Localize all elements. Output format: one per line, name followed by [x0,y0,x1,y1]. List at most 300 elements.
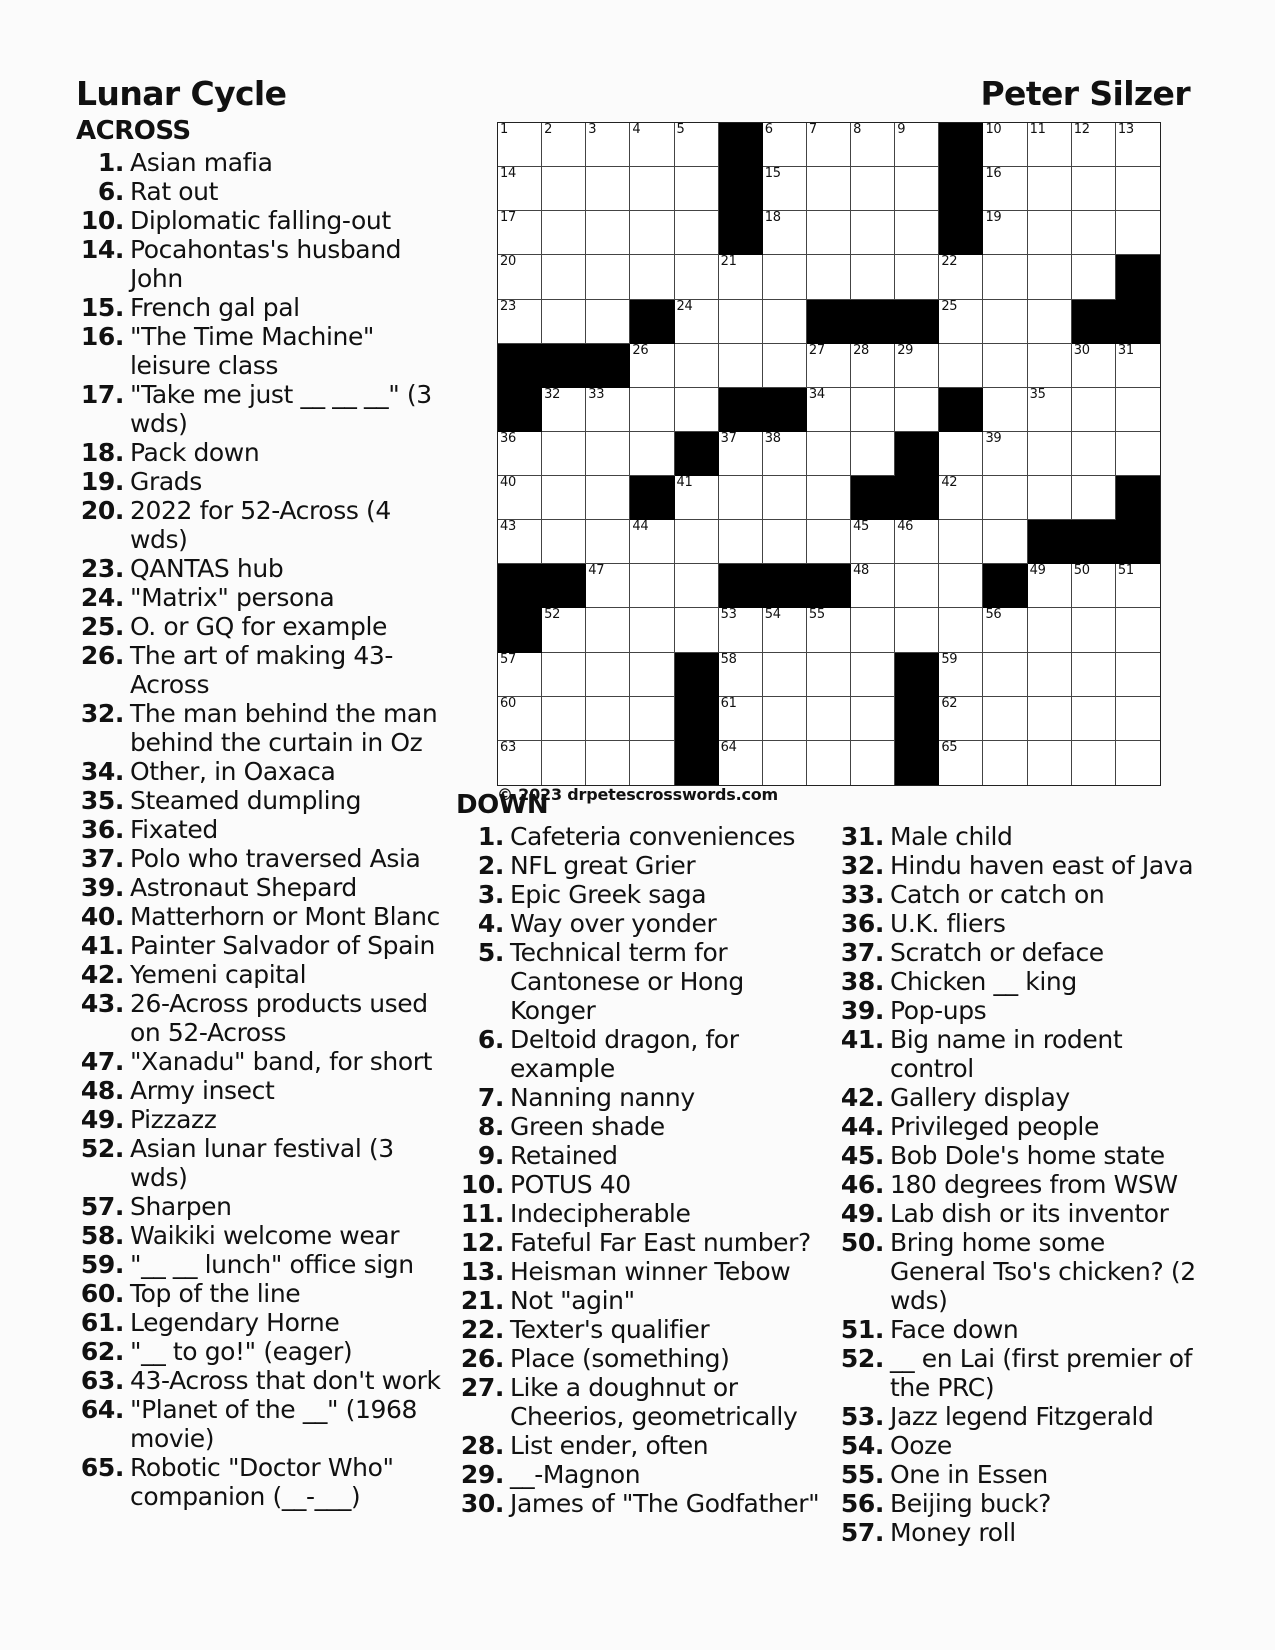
clue-number: 49. [840,1199,884,1228]
grid-cell[interactable] [630,211,674,255]
grid-cell[interactable] [542,697,586,741]
grid-cell[interactable] [1028,211,1072,255]
clue-item[interactable] [76,1308,448,1337]
grid-cell[interactable] [851,255,895,299]
clue-item[interactable] [836,938,1196,967]
grid-cell[interactable] [1072,608,1116,652]
clue-item[interactable] [836,1460,1196,1489]
grid-cell[interactable] [630,697,674,741]
clue-item[interactable] [456,880,826,909]
clue-item[interactable] [76,786,448,815]
grid-cell[interactable] [1072,211,1116,255]
grid-cell[interactable] [763,300,807,344]
grid-cell[interactable] [895,255,939,299]
clue-text: The man behind the man behind the curtain in Oz [130,699,438,757]
grid-cell[interactable] [807,697,851,741]
clue-text: Fixated [130,815,218,844]
grid-cell[interactable] [586,167,630,211]
grid-cell[interactable] [763,653,807,697]
grid-cell[interactable] [542,167,586,211]
grid-cell[interactable] [498,697,542,741]
grid-cell[interactable] [763,211,807,255]
grid-cell[interactable] [1116,167,1160,211]
grid-cell[interactable] [542,608,586,652]
clue-item[interactable] [456,1286,826,1315]
grid-cell[interactable] [498,211,542,255]
grid-cell[interactable] [1072,432,1116,476]
grid-cell[interactable] [498,520,542,564]
clue-item[interactable] [456,1025,826,1083]
clue-item[interactable] [456,1112,826,1141]
clue-text: Ooze [890,1431,952,1460]
clue-item[interactable] [76,1134,448,1192]
grid-cell[interactable] [939,255,983,299]
grid-cell[interactable] [542,123,586,167]
clue-item[interactable] [76,583,448,612]
grid-cell[interactable] [939,564,983,608]
grid-cell[interactable] [983,432,1027,476]
grid-cell[interactable] [586,255,630,299]
grid-cell[interactable] [675,255,719,299]
clue-item[interactable] [456,1083,826,1112]
grid-cell[interactable] [763,608,807,652]
grid-cell[interactable] [498,476,542,520]
clue-item[interactable] [456,1460,826,1489]
clue-item[interactable] [76,467,448,496]
grid-cell[interactable] [983,388,1027,432]
grid-block [586,344,630,388]
clue-item[interactable] [76,1337,448,1366]
grid-cell[interactable] [1028,608,1072,652]
clue-item[interactable] [76,206,448,235]
clue-item[interactable] [456,1373,826,1431]
grid-cell[interactable] [895,564,939,608]
grid-cell[interactable] [763,476,807,520]
grid-cell[interactable] [1028,741,1072,785]
grid-cell[interactable] [675,300,719,344]
grid-cell[interactable] [763,344,807,388]
grid-cell[interactable] [895,211,939,255]
clue-item[interactable] [76,989,448,1047]
grid-cell[interactable] [1072,476,1116,520]
clue-item[interactable] [76,1076,448,1105]
grid-cell[interactable] [719,653,763,697]
grid-cell[interactable] [719,741,763,785]
clue-text: Bring home some General Tso's chicken? (2 wds) [890,1228,1196,1315]
clue-item[interactable] [836,1199,1196,1228]
cell-number: 18 [764,210,781,226]
clue-item[interactable] [76,1047,448,1076]
grid-cell[interactable] [1072,741,1116,785]
grid-cell[interactable] [983,741,1027,785]
grid-cell[interactable] [675,388,719,432]
grid-cell[interactable] [675,564,719,608]
grid-cell[interactable] [675,211,719,255]
grid-block [1072,300,1116,344]
copyright-notice: © 2023 drpetescrosswords.com [497,785,779,804]
cell-number: 42 [941,475,958,491]
clue-item[interactable] [76,757,448,786]
grid-cell[interactable] [1116,697,1160,741]
clue-item[interactable] [836,1344,1196,1402]
cell-number: 30 [1073,342,1090,358]
grid-cell[interactable] [1116,344,1160,388]
clue-number: 23. [80,554,124,583]
clue-item[interactable] [836,967,1196,996]
grid-cell[interactable] [586,697,630,741]
grid-block [939,388,983,432]
clue-item[interactable] [76,960,448,989]
clue-item[interactable] [76,844,448,873]
grid-cell[interactable] [895,608,939,652]
grid-cell[interactable] [763,741,807,785]
grid-cell[interactable] [851,608,895,652]
grid-cell[interactable] [939,608,983,652]
grid-cell[interactable] [895,167,939,211]
grid-cell[interactable] [1028,123,1072,167]
clue-item[interactable] [76,1453,448,1511]
grid-cell[interactable] [1072,344,1116,388]
clue-item[interactable] [836,909,1196,938]
grid-cell[interactable] [630,344,674,388]
clue-number: 43. [80,989,124,1018]
grid-cell[interactable] [807,608,851,652]
clue-item[interactable] [76,699,448,757]
grid-cell[interactable] [498,432,542,476]
grid-cell[interactable] [983,255,1027,299]
grid-cell[interactable] [939,741,983,785]
clue-item[interactable] [836,1489,1196,1518]
grid-cell[interactable] [630,432,674,476]
clue-item[interactable] [456,1228,826,1257]
clue-item[interactable] [76,931,448,960]
grid-cell[interactable] [983,476,1027,520]
grid-cell[interactable] [1072,123,1116,167]
grid-cell[interactable] [983,211,1027,255]
grid-cell[interactable] [498,741,542,785]
grid-cell[interactable] [675,167,719,211]
clue-text: The art of making 43-Across [130,641,394,699]
grid-cell[interactable] [851,432,895,476]
grid-cell[interactable] [807,520,851,564]
grid-cell[interactable] [542,476,586,520]
grid-cell[interactable] [542,388,586,432]
grid-cell[interactable] [586,520,630,564]
grid-cell[interactable] [1116,123,1160,167]
clue-item[interactable] [76,612,448,641]
grid-cell[interactable] [807,344,851,388]
grid-cell[interactable] [586,608,630,652]
grid-cell[interactable] [630,388,674,432]
grid-cell[interactable] [939,520,983,564]
grid-cell[interactable] [542,211,586,255]
clue-item[interactable] [456,822,826,851]
grid-cell[interactable] [983,167,1027,211]
grid-cell[interactable] [807,388,851,432]
clue-item[interactable] [76,1395,448,1453]
clue-item[interactable] [76,496,448,554]
grid-cell[interactable] [1028,388,1072,432]
grid-cell[interactable] [719,608,763,652]
grid-cell[interactable] [939,432,983,476]
clue-text: Jazz legend Fitzgerald [890,1402,1154,1431]
grid-cell[interactable] [939,344,983,388]
grid-cell[interactable] [851,344,895,388]
grid-cell[interactable] [630,653,674,697]
grid-cell[interactable] [586,432,630,476]
cell-number: 21 [720,254,737,270]
grid-cell[interactable] [498,300,542,344]
grid-cell[interactable] [1116,741,1160,785]
cell-number: 45 [853,519,870,535]
clue-item[interactable] [76,235,448,293]
clue-item[interactable] [456,1199,826,1228]
grid-cell[interactable] [1028,344,1072,388]
grid-cell[interactable] [719,432,763,476]
grid-cell[interactable] [630,520,674,564]
grid-cell[interactable] [586,388,630,432]
grid-cell[interactable] [851,697,895,741]
grid-cell[interactable] [719,300,763,344]
grid-block [807,564,851,608]
cell-number: 64 [720,739,737,755]
grid-cell[interactable] [983,344,1027,388]
grid-cell[interactable] [1028,167,1072,211]
grid-cell[interactable] [542,300,586,344]
grid-cell[interactable] [895,388,939,432]
grid-cell[interactable] [851,741,895,785]
grid-block [675,741,719,785]
grid-block [719,167,763,211]
grid-cell[interactable] [719,255,763,299]
grid-cell[interactable] [630,741,674,785]
grid-cell[interactable] [895,344,939,388]
grid-cell[interactable] [586,741,630,785]
grid-cell[interactable] [763,520,807,564]
grid-block [763,564,807,608]
grid-cell[interactable] [586,476,630,520]
clue-item[interactable] [456,1431,826,1460]
clue-item[interactable] [836,1315,1196,1344]
grid-cell[interactable] [719,520,763,564]
clue-text: Army insect [130,1076,275,1105]
clue-item[interactable] [836,822,1196,851]
grid-cell[interactable] [851,123,895,167]
clue-text: Asian lunar festival (3 wds) [130,1134,394,1192]
grid-cell[interactable] [851,520,895,564]
grid-cell[interactable] [851,388,895,432]
clue-item[interactable] [836,880,1196,909]
clue-item[interactable] [76,641,448,699]
clue-item[interactable] [76,815,448,844]
grid-cell[interactable] [498,167,542,211]
grid-cell[interactable] [983,653,1027,697]
grid-cell[interactable] [1116,653,1160,697]
clue-item[interactable] [76,1192,448,1221]
clue-item[interactable] [836,1141,1196,1170]
grid-cell[interactable] [807,741,851,785]
grid-cell[interactable] [1116,211,1160,255]
clue-item[interactable] [836,1025,1196,1083]
grid-cell[interactable] [1116,608,1160,652]
grid-cell[interactable] [895,520,939,564]
clue-item[interactable] [836,1083,1196,1112]
clue-item[interactable] [76,438,448,467]
clue-item[interactable] [76,177,448,206]
grid-cell[interactable] [675,608,719,652]
clue-item[interactable] [456,909,826,938]
clue-item[interactable] [76,1279,448,1308]
clue-number: 25. [80,612,124,641]
grid-cell[interactable] [1028,564,1072,608]
cell-number: 40 [500,475,516,491]
grid-cell[interactable] [498,123,542,167]
grid-cell[interactable] [586,564,630,608]
grid-cell[interactable] [1072,697,1116,741]
clue-item[interactable] [836,1431,1196,1460]
grid-cell[interactable] [851,653,895,697]
grid-cell[interactable] [719,476,763,520]
grid-cell[interactable] [939,653,983,697]
grid-cell[interactable] [939,300,983,344]
clue-item[interactable] [76,554,448,583]
grid-cell[interactable] [675,520,719,564]
grid-cell[interactable] [1072,388,1116,432]
clue-item[interactable] [836,1170,1196,1199]
clue-item[interactable] [456,1257,826,1286]
grid-cell[interactable] [763,167,807,211]
crossword-grid [497,122,1161,786]
clue-item[interactable] [76,1366,448,1395]
grid-cell[interactable] [807,255,851,299]
grid-cell[interactable] [630,255,674,299]
grid-cell[interactable] [1072,653,1116,697]
grid-cell[interactable] [939,476,983,520]
grid-cell[interactable] [939,697,983,741]
grid-cell[interactable] [1072,564,1116,608]
grid-block [1116,476,1160,520]
grid-cell[interactable] [1028,432,1072,476]
grid-cell[interactable] [498,653,542,697]
clue-item[interactable] [456,1489,826,1518]
grid-cell[interactable] [1072,255,1116,299]
grid-cell[interactable] [675,476,719,520]
grid-cell[interactable] [542,255,586,299]
clue-text: Retained [510,1141,618,1170]
grid-cell[interactable] [542,653,586,697]
clue-text: Waikiki welcome wear [130,1221,400,1250]
grid-cell[interactable] [807,653,851,697]
clue-item[interactable] [456,1170,826,1199]
cell-number: 34 [808,386,825,402]
clue-item[interactable] [76,1250,448,1279]
grid-cell[interactable] [630,608,674,652]
grid-cell[interactable] [498,255,542,299]
grid-cell[interactable] [586,300,630,344]
grid-cell[interactable] [586,123,630,167]
grid-cell[interactable] [630,123,674,167]
clue-item[interactable] [76,322,448,380]
grid-cell[interactable] [675,123,719,167]
clue-item[interactable] [836,1518,1196,1547]
grid-cell[interactable] [763,432,807,476]
clue-item[interactable] [836,1112,1196,1141]
grid-cell[interactable] [983,123,1027,167]
clue-item[interactable] [456,851,826,880]
clue-text: Beijing buck? [890,1489,1052,1518]
grid-block [719,564,763,608]
clue-item[interactable] [76,293,448,322]
grid-cell[interactable] [630,564,674,608]
cell-number: 55 [808,607,825,623]
grid-cell[interactable] [763,255,807,299]
grid-cell[interactable] [983,520,1027,564]
grid-cell[interactable] [763,123,807,167]
grid-cell[interactable] [719,344,763,388]
grid-cell[interactable] [983,300,1027,344]
clue-item[interactable] [456,1141,826,1170]
clue-item[interactable] [76,1105,448,1134]
grid-cell[interactable] [586,653,630,697]
grid-cell[interactable] [1028,697,1072,741]
cell-number: 12 [1073,122,1090,137]
grid-cell[interactable] [1116,564,1160,608]
grid-cell[interactable] [983,697,1027,741]
grid-cell[interactable] [807,432,851,476]
clue-item[interactable] [836,851,1196,880]
clue-item[interactable] [456,1344,826,1373]
clue-item[interactable] [836,1402,1196,1431]
clue-item[interactable] [836,1228,1196,1315]
clue-item[interactable] [836,996,1196,1025]
grid-cell[interactable] [895,123,939,167]
clue-text: POTUS 40 [510,1170,631,1199]
grid-cell[interactable] [675,344,719,388]
grid-cell[interactable] [586,211,630,255]
grid-cell[interactable] [719,697,763,741]
grid-cell[interactable] [1028,300,1072,344]
clue-text: O. or GQ for example [130,612,388,641]
grid-cell[interactable] [1028,653,1072,697]
clue-item[interactable] [76,1221,448,1250]
grid-cell[interactable] [983,608,1027,652]
grid-cell[interactable] [1116,388,1160,432]
grid-cell[interactable] [807,167,851,211]
grid-cell[interactable] [542,432,586,476]
clue-number: 20. [80,496,124,525]
grid-cell[interactable] [851,167,895,211]
clue-item[interactable] [456,1315,826,1344]
grid-cell[interactable] [807,211,851,255]
clue-item[interactable] [76,873,448,902]
grid-cell[interactable] [851,211,895,255]
grid-cell[interactable] [542,741,586,785]
grid-cell[interactable] [1028,255,1072,299]
clue-item[interactable] [76,902,448,931]
grid-cell[interactable] [807,476,851,520]
grid-cell[interactable] [1072,167,1116,211]
grid-cell[interactable] [851,564,895,608]
clue-item[interactable] [76,380,448,438]
grid-cell[interactable] [763,697,807,741]
grid-cell[interactable] [630,167,674,211]
clue-item[interactable] [456,938,826,1025]
clue-item[interactable] [76,148,448,177]
grid-cell[interactable] [542,520,586,564]
grid-cell[interactable] [1028,476,1072,520]
grid-cell[interactable] [807,123,851,167]
grid-cell[interactable] [1116,432,1160,476]
